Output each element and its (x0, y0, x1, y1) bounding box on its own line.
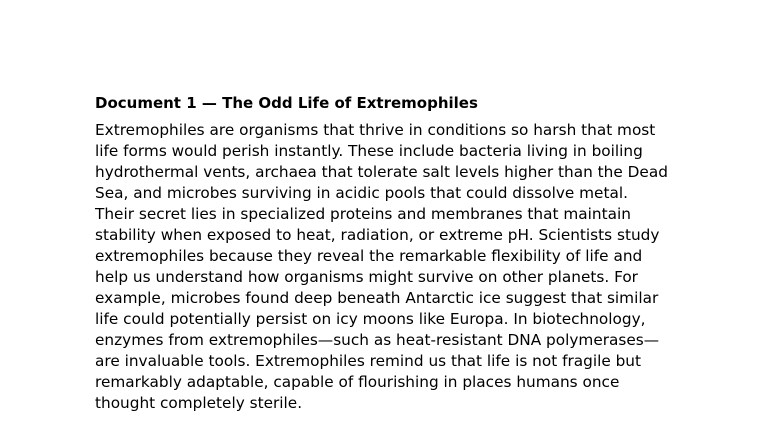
document-content (95, 93, 695, 414)
body-line: stability when exposed to heat, radiation, or extreme pH. Scientists study (95, 226, 660, 244)
body-line: extremophiles because they reveal the remarkable flexibility of life and (95, 247, 643, 265)
body-line: Extremophiles are organisms that thrive in conditions so harsh that most (95, 121, 656, 139)
body-line: hydrothermal vents, archaea that tolerate salt levels higher than the Dead (95, 163, 668, 181)
body-line: thought completely sterile. (95, 394, 303, 412)
document-title: Document 1 — The Odd Life of Extremophiles (95, 94, 478, 112)
body-line: Sea, and microbes surviving in acidic pools that could dissolve metal. (95, 184, 628, 202)
body-line: remarkably adaptable, capable of flourishing in places humans once (95, 373, 620, 391)
body-line: life forms would perish instantly. These include bacteria living in boiling (95, 142, 643, 160)
document-body (95, 120, 695, 414)
body-line: help us understand how organisms might survive on other planets. For (95, 268, 638, 286)
body-line: are invaluable tools. Extremophiles remind us that life is not fragile but (95, 352, 641, 370)
body-line: life could potentially persist on icy moons like Europa. In biotechnology, (95, 310, 646, 328)
body-line: example, microbes found deep beneath Antarctic ice suggest that similar (95, 289, 659, 307)
body-line: enzymes from extremophiles—such as heat-resistant DNA polymerases— (95, 331, 660, 349)
body-line: Their secret lies in specialized proteins and membranes that maintain (95, 205, 631, 223)
